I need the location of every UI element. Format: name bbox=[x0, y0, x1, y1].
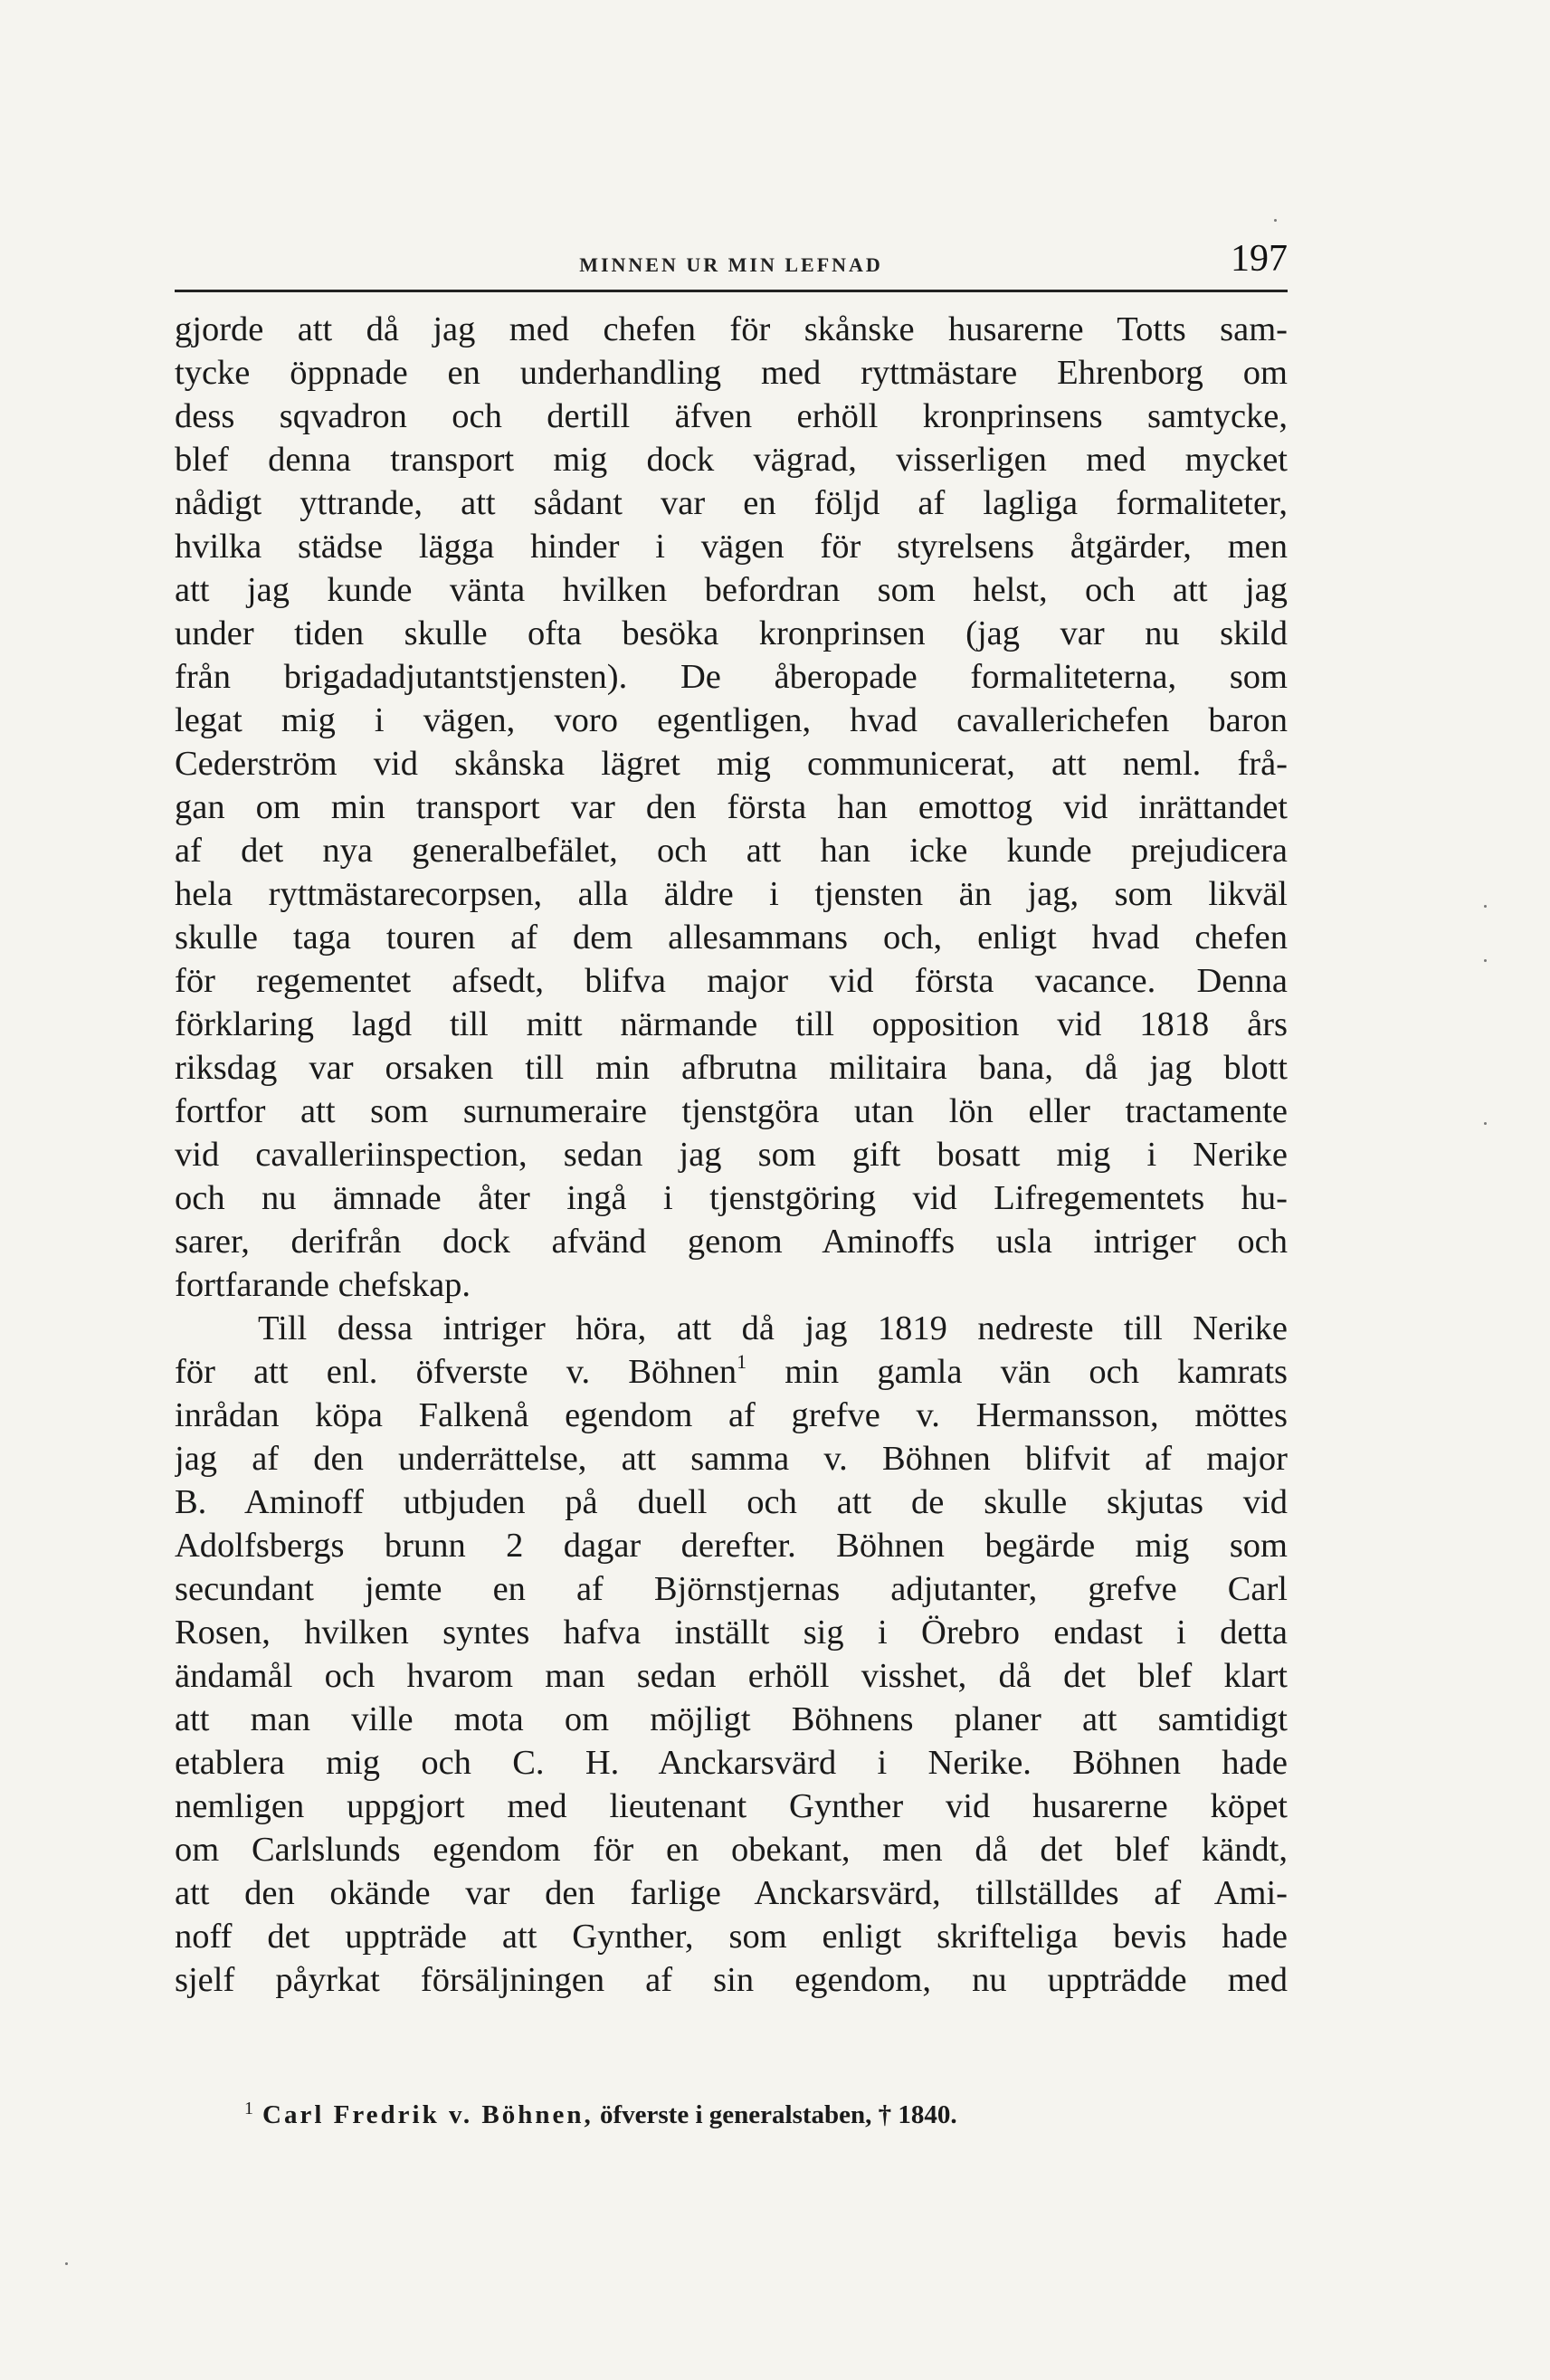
text-line: dess sqvadron och dertill äfven erhöll kronprinsens samtycke, bbox=[175, 397, 1288, 435]
text-line: legat mig i vägen, voro egentligen, hvad cavallerichefen baron bbox=[175, 701, 1288, 739]
text-segment: för att enl. öfverste v. Böhnen bbox=[175, 1353, 737, 1391]
text-line: att den okände var den farlige Anckarsvärd, tillställdes af Ami- bbox=[175, 1874, 1288, 1912]
footnote-reference[interactable]: 1 bbox=[737, 1350, 747, 1373]
text-line: för regementet afsedt, blifva major vid första vacance. Denna bbox=[175, 962, 1288, 1000]
text-line: nemligen uppgjort med lieutenant Gynther vid husarerne köpet bbox=[175, 1787, 1288, 1825]
footnote bbox=[244, 2090, 1285, 2133]
page-header bbox=[175, 237, 1288, 291]
header-rule bbox=[175, 290, 1288, 292]
text-line: fortfarande chefskap. bbox=[175, 1266, 471, 1304]
text-line: af det nya generalbefälet, och att han icke kunde prejudicera bbox=[175, 832, 1288, 870]
text-line: inrådan köpa Falkenå egendom af grefve v. Hermansson, möttes bbox=[175, 1396, 1288, 1434]
text-line: hvilka städse lägga hinder i vägen för styrelsens åtgärder, men bbox=[175, 528, 1288, 566]
text-line: fortfor att som surnumeraire tjenstgöra utan lön eller tractamente bbox=[175, 1092, 1288, 1130]
text-line-with-footnote-ref bbox=[175, 1350, 1288, 1394]
text-line: Cederström vid skånska lägret mig communicerat, att neml. frå- bbox=[175, 745, 1288, 783]
text-line: sarer, derifrån dock afvänd genom Aminoffs usla intriger och bbox=[175, 1223, 1288, 1261]
text-line: att man ville mota om möjligt Böhnens planer att samtidigt bbox=[175, 1700, 1288, 1738]
text-line: secundant jemte en af Björnstjernas adjutanter, grefve Carl bbox=[175, 1570, 1288, 1608]
scan-speck bbox=[1274, 219, 1277, 222]
text-line: hela ryttmästarecorpsen, alla äldre i tjensten än jag, som likväl bbox=[175, 875, 1288, 913]
paragraph-2 bbox=[175, 1307, 1288, 2002]
text-line: B. Aminoff utbjuden på duell och att de skulle skjutas vid bbox=[175, 1483, 1288, 1521]
running-head: MINNEN UR MIN LEFNAD bbox=[579, 253, 883, 276]
scan-speck bbox=[1484, 1122, 1487, 1125]
text-line: vid cavalleriinspection, sedan jag som gift bosatt mig i Nerike bbox=[175, 1136, 1288, 1174]
text-line: riksdag var orsaken till min afbrutna militaira bana, då jag blott bbox=[175, 1049, 1288, 1087]
text-line: ändamål och hvarom man sedan erhöll visshet, då det blef klart bbox=[175, 1657, 1288, 1695]
text-segment: min gamla vän och kamrats bbox=[746, 1353, 1288, 1391]
text-line: och nu ämnade åter ingå i tjenstgöring vid Lifregementets hu- bbox=[175, 1179, 1288, 1217]
text-line: blef denna transport mig dock vägrad, visserligen med mycket bbox=[175, 441, 1288, 479]
page-number: 197 bbox=[1231, 238, 1288, 280]
paragraph-1 bbox=[175, 308, 1288, 1307]
text-line: tycke öppnade en underhandling med ryttmästare Ehrenborg om bbox=[175, 354, 1288, 392]
text-line: om Carlslunds egendom för en obekant, men då det blef kändt, bbox=[175, 1831, 1288, 1869]
scan-speck bbox=[1484, 905, 1487, 908]
text-line: Rosen, hvilken syntes hafva inställt sig i Örebro endast i detta bbox=[175, 1614, 1288, 1652]
footnote-author: Carl Fredrik v. Böhnen, bbox=[262, 2100, 594, 2129]
text-line: gan om min transport var den första han emottog vid inrättandet bbox=[175, 788, 1288, 826]
text-line: från brigadadjutantstjensten). De åberopade formaliteterna, som bbox=[175, 658, 1288, 696]
text-line: etablera mig och C. H. Anckarsvärd i Nerike. Böhnen hade bbox=[175, 1744, 1288, 1782]
text-line: förklaring lagd till mitt närmande till opposition vid 1818 års bbox=[175, 1005, 1288, 1043]
body-text bbox=[175, 308, 1288, 2002]
text-line: att jag kunde vänta hvilken befordran som helst, och att jag bbox=[175, 571, 1288, 609]
text-line: nådigt yttrande, att sådant var en följd af lagliga formaliteter, bbox=[175, 484, 1288, 522]
text-line: skulle taga touren af dem allesammans och, enligt hvad chefen bbox=[175, 919, 1288, 957]
scan-speck bbox=[65, 2262, 68, 2265]
footnote-marker: 1 bbox=[244, 2099, 253, 2118]
text-line: under tiden skulle ofta besöka kronprinsen (jag var nu skild bbox=[175, 614, 1288, 652]
text-line: noff det uppträde att Gynther, som enligt skrifteliga bevis hade bbox=[175, 1918, 1288, 1956]
text-line: gjorde att då jag med chefen för skånske husarerne Totts sam- bbox=[175, 310, 1288, 348]
text-line: Till dessa intriger höra, att då jag 1819 nedreste till Nerike bbox=[258, 1309, 1288, 1347]
text-line: jag af den underrättelse, att samma v. Böhnen blifvit af major bbox=[175, 1440, 1288, 1478]
footnote-text: öfverste i generalstaben, † 1840. bbox=[593, 2100, 957, 2129]
scan-speck bbox=[1484, 959, 1487, 962]
text-line: Adolfsbergs brunn 2 dagar derefter. Böhnen begärde mig som bbox=[175, 1527, 1288, 1565]
text-line: sjelf påyrkat försäljningen af sin egendom, nu uppträdde med bbox=[175, 1961, 1288, 1999]
